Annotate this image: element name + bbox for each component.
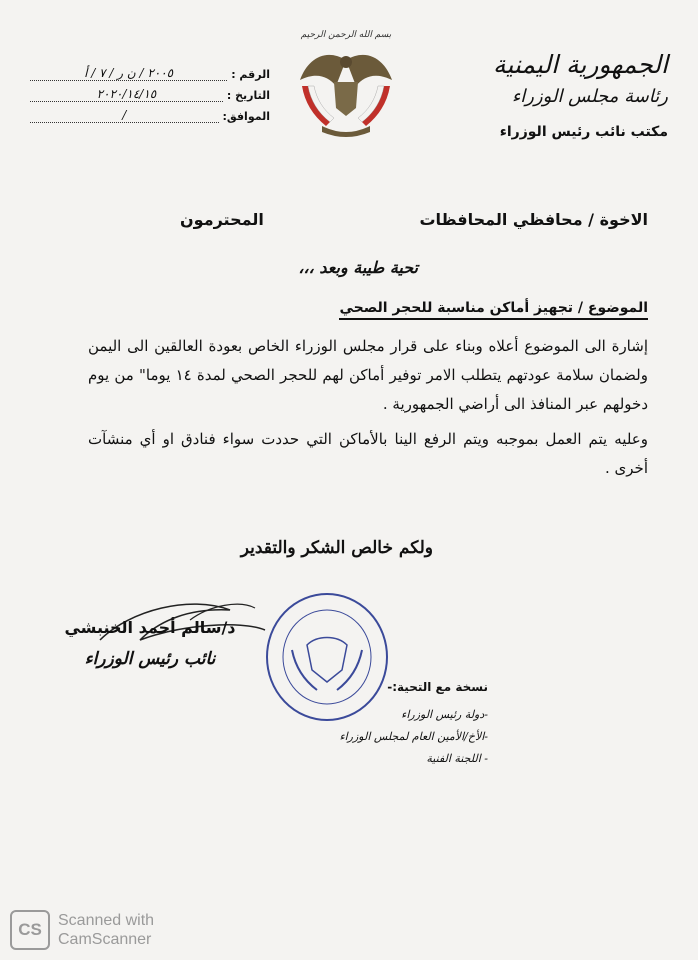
body-paragraph-1: إشارة الى الموضوع أعلاه وبناء على قرار مجلس الوزراء الخاص بعودة العالقين الى اليمن ولضمان سلامة عودتهم يتطلب الامر توفير أماكن لهم للحجر الصحي لمدة ١٤ يوما" من يوم دخولهم عبر المنافذ الى أراضي الجمهورية .	[88, 337, 648, 413]
addressee-honorific: المحترمون	[180, 210, 264, 229]
letter-body	[88, 332, 648, 489]
closing-line: ولكم خالص الشكر والتقدير	[240, 538, 433, 558]
subject-label: الموضوع /	[573, 300, 648, 316]
yemen-emblem-icon	[286, 30, 406, 140]
watermark-line-2: CamScanner	[58, 931, 152, 948]
copy-recipient: -دولة رئيس الوزراء	[401, 708, 488, 721]
addressee-recipients: الاخوة / محافظي المحافظات	[419, 210, 648, 229]
camscanner-logo-icon: CS	[10, 910, 50, 950]
addressee-line	[60, 210, 648, 240]
reference-number-value: ٢٠٠٥ / ن ر / ٧ / أ	[30, 66, 227, 81]
presidency-name: رئاسة مجلس الوزراء	[511, 86, 668, 107]
copies-heading: نسخة مع التحية:-	[387, 680, 488, 694]
signatory-title: نائب رئيس الوزراء	[84, 649, 216, 669]
letterhead-institution	[458, 48, 668, 146]
emblem-caption: بسم الله الرحمن الرحيم	[300, 30, 392, 40]
camscanner-watermark	[10, 910, 154, 950]
greeting: تحية طيبة وبعد ،،،	[298, 258, 418, 277]
reference-corresponding-row	[30, 102, 270, 123]
reference-number-label: الرقم :	[231, 68, 270, 81]
reference-corresponding-value: /	[30, 108, 219, 123]
copy-recipient: - اللجنة الفنية	[426, 752, 488, 765]
subject-text: تجهيز أماكن مناسبة للحجر الصحي	[339, 300, 574, 316]
body-paragraph-2: وعليه يتم العمل بموجبه ويتم الرفع الينا بالأماكن التي حددت سواء فنادق او أي منشآت أخرى .	[88, 430, 648, 477]
copy-recipient: -الأخ/الأمين العام لمجلس الوزراء	[339, 730, 488, 743]
reference-date-value: ٢٠٢٠/١٤/١٥	[30, 87, 223, 102]
reference-date-row	[30, 81, 270, 102]
republic-name: الجمهورية اليمنية	[492, 50, 668, 79]
reference-number-row	[30, 60, 270, 81]
reference-block	[30, 60, 270, 123]
watermark-line-1: Scanned with	[58, 912, 155, 929]
reference-corresponding-label: الموافق:	[222, 110, 270, 123]
office-name: مكتب نائب رئيس الوزراء	[499, 124, 668, 140]
subject-line	[339, 300, 648, 316]
reference-date-label: التاريخ :	[226, 89, 270, 102]
signatory-name: د/سالم أحمد الخنبشي	[64, 618, 236, 637]
signatory-block	[40, 618, 260, 669]
copies-block	[228, 680, 488, 770]
